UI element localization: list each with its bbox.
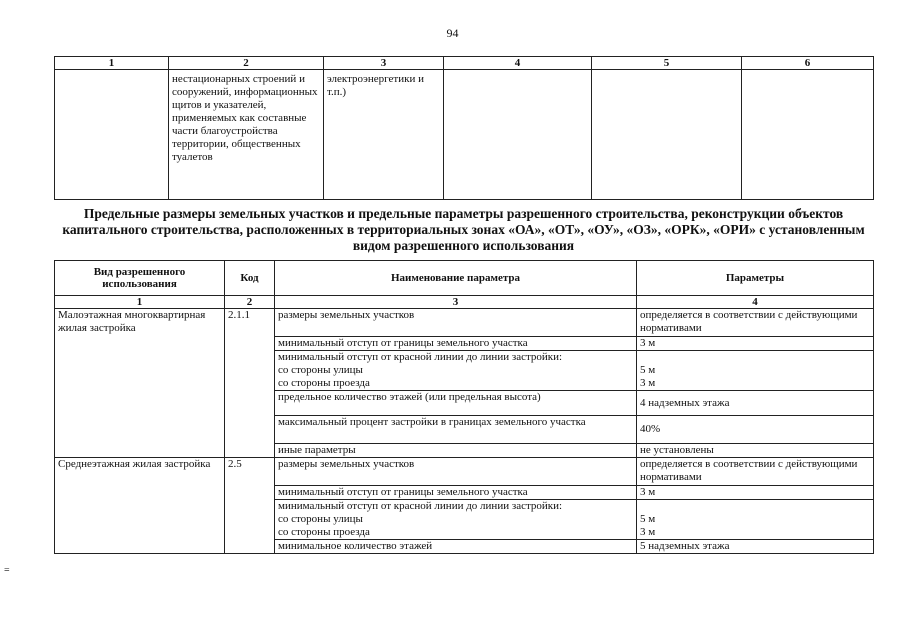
column-header: 2 [169, 57, 324, 70]
continuation-table [54, 56, 874, 200]
header-use-type: Вид разрешенного использования [55, 261, 225, 296]
section-heading: Предельные размеры земельных участков и предельные параметры разрешенного строительства, реконструкции объектов капитального строительства, расположенных в территориальных зонах «ОА», «ОТ», «ОУ», «ОЗ», «ОРК», «ОРИ» с установленным видом разрешенного использования [62, 206, 865, 253]
column-number: 1 [55, 296, 225, 309]
column-header: 4 [444, 57, 592, 70]
param-value-cell: 4 надземных этажа [637, 391, 874, 416]
param-name-cell: размеры земельных участков [275, 309, 637, 337]
table-cell: нестационарных строений и сооружений, информационных щитов и указателей, применяемых как составные части благоустройства территории, общественных туалетов [169, 70, 324, 200]
table-row [55, 458, 874, 486]
param-value-cell: определяется в соответствии с действующими нормативами [637, 309, 874, 337]
param-name-cell: иные параметры [275, 444, 637, 458]
param-value-cell: 40% [637, 416, 874, 444]
param-value-cell: не установлены [637, 444, 874, 458]
header-param-name: Наименование параметра [275, 261, 637, 296]
param-name-cell: минимальное количество этажей [275, 540, 637, 554]
page-number: 94 [446, 26, 459, 40]
use-type-cell: Среднеэтажная жилая застройка [55, 458, 225, 554]
table-cell [55, 70, 169, 200]
table-cell [444, 70, 592, 200]
column-header: 6 [742, 57, 874, 70]
column-number: 4 [637, 296, 874, 309]
param-value-cell: определяется в соответствии с действующими нормативами [637, 458, 874, 486]
param-name-cell: минимальный отступ от красной линии до линии застройки: со стороны улицы со стороны проезда [275, 500, 637, 540]
parameters-table-header [55, 261, 874, 296]
table-cell [592, 70, 742, 200]
column-number: 2 [225, 296, 275, 309]
column-header: 1 [55, 57, 169, 70]
param-value-cell: 5 м 3 м [637, 500, 874, 540]
param-value-cell: 3 м [637, 337, 874, 351]
param-value-cell: 3 м [637, 486, 874, 500]
header-code: Код [225, 261, 275, 296]
param-name-cell: размеры земельных участков [275, 458, 637, 486]
param-name-cell: минимальный отступ от границы земельного участка [275, 486, 637, 500]
parameters-table [54, 260, 874, 554]
param-value-cell: 5 м 3 м [637, 351, 874, 391]
column-numbers-row [55, 296, 874, 309]
table-cell: электроэнергетики и т.п.) [324, 70, 444, 200]
use-type-cell: Малоэтажная многоквартирная жилая застройка [55, 309, 225, 458]
code-cell: 2.5 [225, 458, 275, 554]
continuation-table-header [55, 57, 874, 70]
param-name-cell: минимальный отступ от границы земельного участка [275, 337, 637, 351]
table-row [55, 70, 874, 200]
table-row [55, 309, 874, 337]
column-header: 3 [324, 57, 444, 70]
param-value-cell: 5 надземных этажа [637, 540, 874, 554]
param-name-cell: предельное количество этажей (или предельная высота) [275, 391, 637, 416]
margin-mark: = [4, 565, 10, 576]
column-header: 5 [592, 57, 742, 70]
param-name-cell: минимальный отступ от красной линии до линии застройки: со стороны улицы со стороны проезда [275, 351, 637, 391]
code-cell: 2.1.1 [225, 309, 275, 458]
param-name-cell: максимальный процент застройки в границах земельного участка [275, 416, 637, 444]
column-number: 3 [275, 296, 637, 309]
header-params: Параметры [637, 261, 874, 296]
table-cell [742, 70, 874, 200]
